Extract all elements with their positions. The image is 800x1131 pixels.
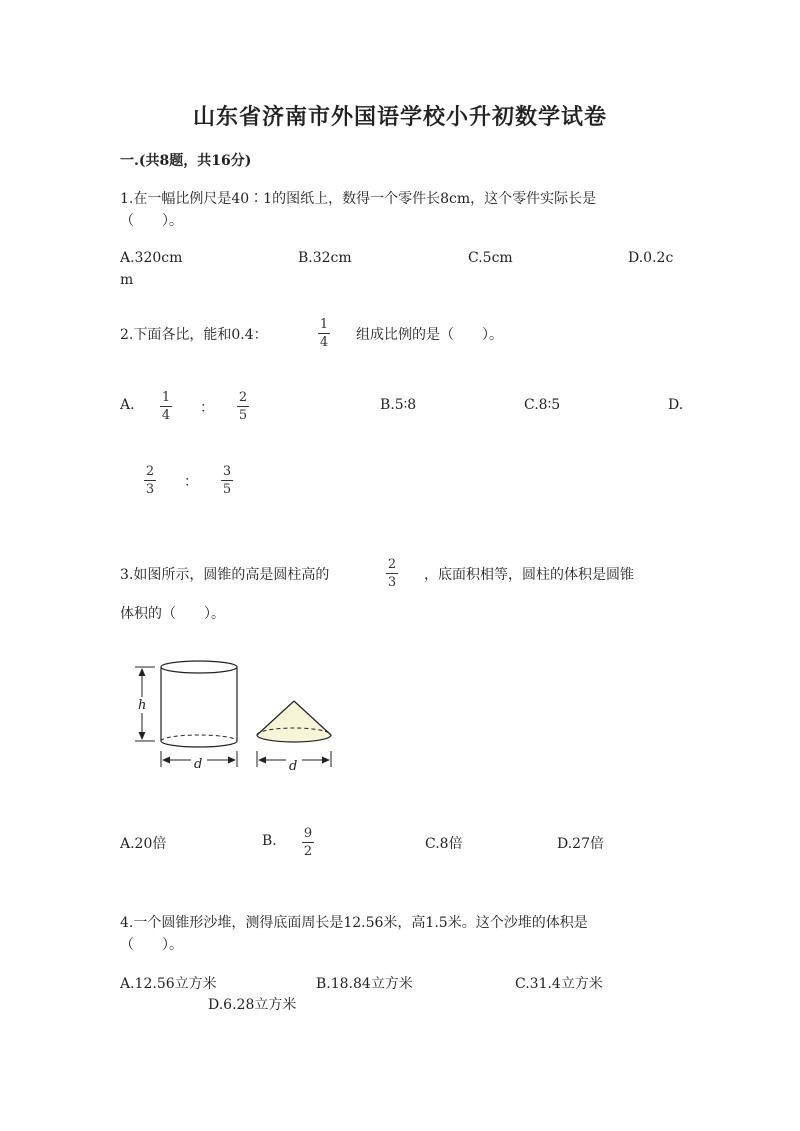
q4-option-b: B.18.84立方米 [316, 976, 413, 992]
q1-option-d-wrap: m [120, 272, 134, 288]
q2-option-a-frac2 [237, 389, 249, 424]
q4-option-d: D.6.28立方米 [208, 997, 297, 1013]
q4-text-line2: （ ）。 [120, 937, 183, 953]
denominator: 3 [145, 482, 155, 497]
q4-option-c: C.31.4立方米 [515, 976, 603, 992]
cylinder-diameter-label: d [194, 757, 203, 772]
q3-option-b-frac [302, 825, 314, 860]
q2-option-a-frac1 [160, 389, 172, 424]
q2-option-d-frac2 [221, 463, 233, 498]
cone [257, 701, 331, 742]
cylinder-cone-figure [128, 655, 340, 780]
denominator: 4 [161, 408, 171, 423]
numerator: 3 [222, 464, 232, 479]
q2-option-b: B.5∶8 [380, 397, 417, 413]
height-label: h [138, 698, 147, 713]
denominator: 5 [222, 482, 232, 497]
numerator: 9 [303, 826, 313, 841]
q2-text-after: 组成比例的是（ ）。 [356, 327, 503, 343]
q2-option-d-label: D. [668, 397, 684, 413]
denominator: 2 [303, 844, 313, 859]
q3-fraction [386, 556, 398, 591]
numerator: 1 [161, 390, 171, 405]
q2-option-d-colon: ： [184, 474, 198, 490]
numerator: 2 [238, 390, 248, 405]
q1-option-a: A.320cm [120, 250, 183, 266]
denominator: 5 [238, 408, 248, 423]
height-arrow [135, 667, 155, 741]
q2-text-before: 2.下面各比，能和0.4： [120, 327, 268, 343]
cone-diameter-label: d [289, 759, 298, 774]
numerator: 2 [387, 557, 397, 572]
q3-option-b-label: B. [262, 833, 277, 849]
q2-option-c: C.8∶5 [524, 397, 561, 413]
numerator: 2 [145, 464, 155, 479]
section-heading: 一.(共8题，共16分) [120, 153, 252, 169]
q3-text-line2: 体积的（ ）。 [120, 606, 225, 622]
page-title: 山东省济南市外国语学校小升初数学试卷 [192, 104, 607, 130]
cylinder-diameter-arrow [161, 751, 237, 772]
q4-option-a: A.12.56立方米 [120, 976, 217, 992]
q1-text-line2: （ ）。 [120, 213, 183, 229]
q3-option-d: D.27倍 [557, 836, 604, 852]
q1-option-c: C.5cm [468, 250, 513, 266]
q3-text-after: ，底面积相等，圆柱的体积是圆锥 [424, 567, 634, 583]
q1-text-line1: 1.在一幅比例尺是40∶1的图纸上，数得一个零件长8cm，这个零件实际长是 [120, 191, 597, 207]
cylinder [161, 661, 237, 747]
denominator: 3 [387, 575, 397, 590]
q2-fraction [318, 316, 330, 351]
q3-option-a: A.20倍 [120, 836, 167, 852]
numerator: 1 [319, 317, 329, 332]
cone-diameter-arrow [257, 751, 331, 774]
q3-text-before: 3.如图所示，圆锥的高是圆柱高的 [120, 567, 330, 583]
q1-option-d: D.0.2c [628, 250, 674, 266]
q3-option-c: C.8倍 [425, 836, 463, 852]
q4-text-line1: 4.一个圆锥形沙堆，测得底面周长是12.56米，高1.5米。这个沙堆的体积是 [120, 915, 588, 931]
q2-option-d-frac1 [144, 463, 156, 498]
q2-option-a-colon: ： [200, 400, 214, 416]
q1-option-b: B.32cm [298, 250, 352, 266]
denominator: 4 [319, 335, 329, 350]
q2-option-a-label: A. [120, 397, 135, 413]
